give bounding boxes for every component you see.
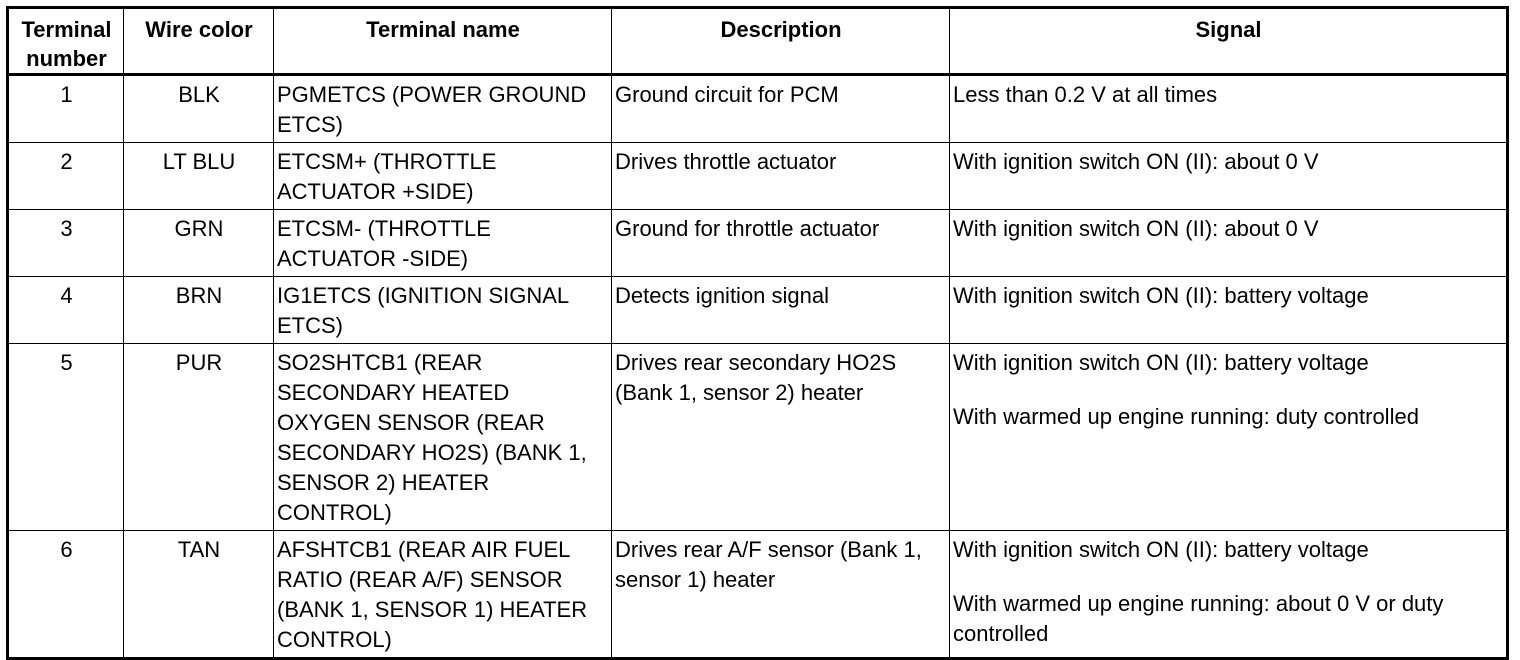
table-row [8, 210, 1508, 277]
terminal-name-cell: ETCSM- (THROTTLE ACTUATOR -SIDE) [274, 210, 612, 277]
header-description: Description [612, 8, 950, 75]
terminal-name-cell: AFSHTCB1 (REAR AIR FUEL RATIO (REAR A/F) SENSOR (BANK 1, SENSOR 1) HEATER CONTROL) [274, 531, 612, 659]
terminal-name-cell: IG1ETCS (IGNITION SIGNAL ETCS) [274, 277, 612, 344]
header-wire-color: Wire color [124, 8, 274, 75]
terminal-number-cell: 4 [8, 277, 124, 344]
wire-color-cell: BRN [124, 277, 274, 344]
signal-cell [950, 75, 1508, 143]
wire-color-cell: BLK [124, 75, 274, 143]
terminal-name-cell: SO2SHTCB1 (REAR SECONDARY HEATED OXYGEN SENSOR (REAR SECONDARY HO2S) (BANK 1, SENSOR 2) HEATER CONTROL) [274, 344, 612, 531]
signal-line: With ignition switch ON (II): about 0 V [953, 149, 1319, 174]
terminal-number-cell: 6 [8, 531, 124, 659]
description-cell: Drives throttle actuator [612, 143, 950, 210]
signal-line: With warmed up engine running: duty controlled [953, 404, 1419, 429]
table-row [8, 344, 1508, 531]
signal-line: With ignition switch ON (II): battery voltage [953, 537, 1369, 562]
signal-cell [950, 531, 1508, 659]
signal-cell [950, 210, 1508, 277]
table-row [8, 75, 1508, 143]
header-terminal-number: Terminal number [8, 8, 124, 75]
signal-line: With ignition switch ON (II): about 0 V [953, 216, 1319, 241]
table-row [8, 143, 1508, 210]
header-terminal-name: Terminal name [274, 8, 612, 75]
signal-line: With ignition switch ON (II): battery voltage [953, 350, 1369, 375]
terminal-table [6, 6, 1509, 660]
wire-color-cell: GRN [124, 210, 274, 277]
table-header-row [8, 8, 1508, 75]
terminal-number-cell: 2 [8, 143, 124, 210]
signal-line: With ignition switch ON (II): battery voltage [953, 283, 1369, 308]
signal-cell [950, 143, 1508, 210]
wire-color-cell: LT BLU [124, 143, 274, 210]
terminal-number-cell: 1 [8, 75, 124, 143]
terminal-number-cell: 5 [8, 344, 124, 531]
signal-cell [950, 277, 1508, 344]
description-cell: Ground for throttle actuator [612, 210, 950, 277]
description-cell: Drives rear secondary HO2S (Bank 1, sensor 2) heater [612, 344, 950, 531]
description-cell: Drives rear A/F sensor (Bank 1, sensor 1) heater [612, 531, 950, 659]
wire-color-cell: TAN [124, 531, 274, 659]
wire-color-cell: PUR [124, 344, 274, 531]
signal-cell [950, 344, 1508, 531]
table-row [8, 277, 1508, 344]
table-row [8, 531, 1508, 659]
signal-line: With warmed up engine running: about 0 V or duty controlled [953, 591, 1444, 646]
terminal-table-container [6, 6, 1506, 660]
terminal-name-cell: PGMETCS (POWER GROUND ETCS) [274, 75, 612, 143]
signal-line: Less than 0.2 V at all times [953, 82, 1218, 107]
terminal-number-cell: 3 [8, 210, 124, 277]
description-cell: Ground circuit for PCM [612, 75, 950, 143]
header-signal: Signal [950, 8, 1508, 75]
terminal-name-cell: ETCSM+ (THROTTLE ACTUATOR +SIDE) [274, 143, 612, 210]
description-cell: Detects ignition signal [612, 277, 950, 344]
